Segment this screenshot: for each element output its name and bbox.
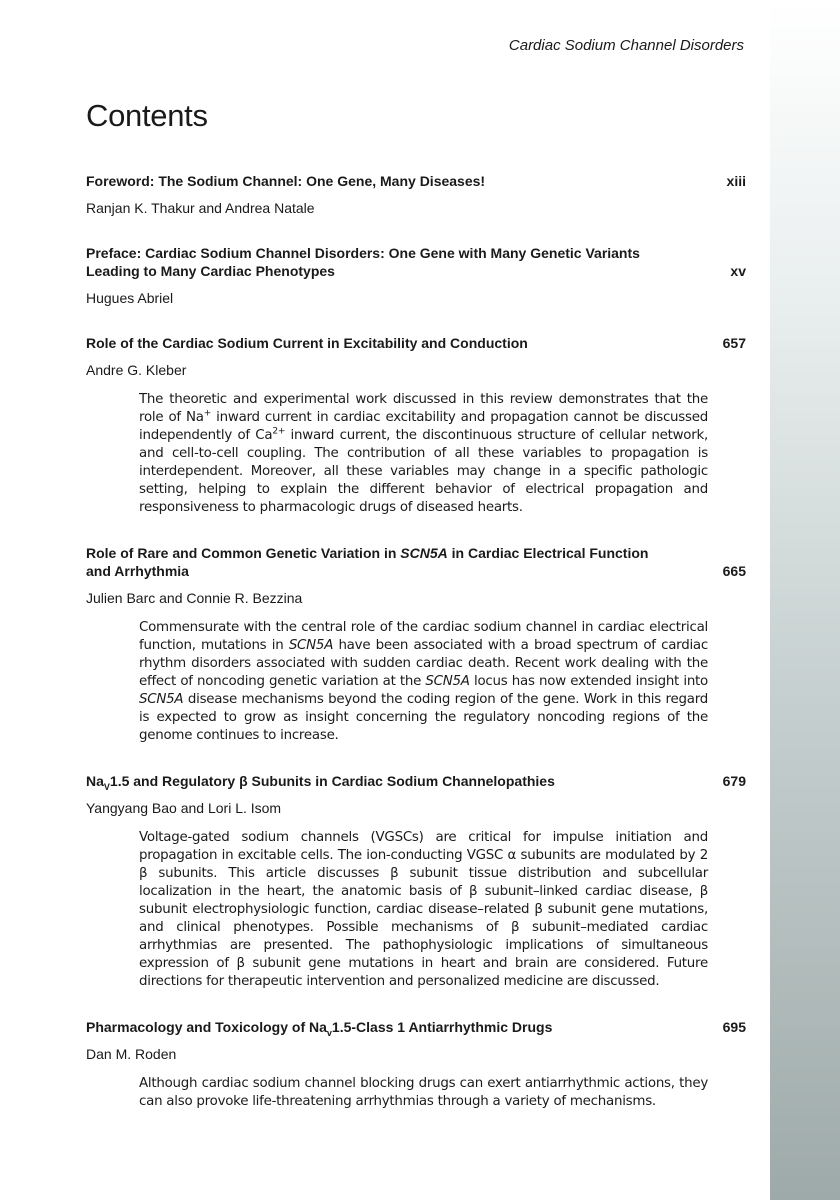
entry-title-line2: and Arrhythmia bbox=[86, 563, 189, 579]
entry-title-part: 1.5-Class 1 Antiarrhythmic Drugs bbox=[331, 1019, 553, 1035]
entry-title[interactable] bbox=[86, 1018, 746, 1036]
entry-title[interactable] bbox=[86, 244, 746, 280]
entry-abstract bbox=[139, 619, 708, 745]
entry-title[interactable]: Foreword: The Sodium Channel: One Gene, Many Diseases! bbox=[86, 173, 486, 189]
gene-name: SCN5A bbox=[425, 674, 470, 689]
entry-title[interactable]: Role of the Cardiac Sodium Current in Excitability and Conduction bbox=[86, 335, 528, 351]
entry-page-number[interactable]: 665 bbox=[722, 563, 746, 579]
toc-entry-pharmacology bbox=[86, 1018, 746, 1111]
entry-title-row[interactable] bbox=[86, 244, 746, 280]
side-gradient-strip bbox=[770, 0, 840, 1200]
abstract-text: The theoretic and experimental work discussed in this review demonstrates that the role of Na bbox=[139, 392, 708, 425]
abstract-text: disease mechanisms beyond the coding region of the gene. Work in this regard is expected to grow as insight concerning the regulatory noncoding regions of the genome continues to increase. bbox=[139, 692, 708, 743]
toc-entry-scn5a-variation bbox=[86, 544, 746, 745]
toc-entry-sodium-current bbox=[86, 334, 746, 517]
entry-title-line1: Preface: Cardiac Sodium Channel Disorders: One Gene with Many Genetic Variants bbox=[86, 245, 640, 261]
abstract-text: inward current in cardiac excitability and propagation cannot be discussed independently of Ca bbox=[139, 410, 708, 443]
entry-page-number[interactable]: xiii bbox=[726, 173, 746, 189]
subscript: v bbox=[326, 1027, 332, 1038]
entry-authors: Hugues Abriel bbox=[86, 290, 174, 306]
toc-entry-preface bbox=[86, 244, 746, 307]
superscript: + bbox=[203, 408, 212, 419]
entry-page-number[interactable]: xv bbox=[730, 263, 746, 279]
subscript: V bbox=[103, 781, 110, 792]
entry-title-part: in Cardiac Electrical Function bbox=[447, 545, 649, 561]
abstract-text: inward current, the discontinuous structure of cellular network, and cell-to-cell coupling. The contribution of all these variables to propagation is interdependent. Moreover, all these variables may change in a specific pathologic setting, helping to explain the different behavior of electrical propagation and responsiveness to pharmacologic drugs of diseased hearts. bbox=[139, 428, 708, 515]
entry-page-number[interactable]: 679 bbox=[722, 773, 746, 789]
entry-title-row[interactable] bbox=[86, 1018, 746, 1036]
entry-abstract bbox=[139, 391, 708, 517]
entry-abstract: Voltage-gated sodium channels (VGSCs) are critical for impulse initiation and propagation in excitable cells. The ion-conducting VGSC α subunits are modulated by 2 β subunits. This article discusses β subunit tissue distribution and subcellular localization in the heart, the anatomic basis of β subunit–linked cardiac disease, β subunit electrophysiologic function, cardiac disease–related β subunit gene mutations, and clinical phenotypes. Possible mechanisms of β subunit–mediated cardiac arrhythmias are presented. The pathophysiologic implications of simultaneous expression of β subunit gene mutations in heart and brain are considered. Future directions for therapeutic intervention and personalized medicine are discussed. bbox=[139, 830, 708, 989]
entry-title-part: Role of Rare and Common Genetic Variation in bbox=[86, 545, 401, 561]
entry-page-number[interactable]: 695 bbox=[722, 1019, 746, 1035]
entry-title-line2: Leading to Many Cardiac Phenotypes bbox=[86, 263, 335, 279]
abstract-text: have been associated with a broad spectrum of cardiac rhythm disorders associated with sudden cardiac death. Recent work dealing with the effect of noncoding genetic variation at the bbox=[139, 638, 708, 689]
abstract-text: Commensurate with the central role of the cardiac sodium channel in cardiac electrical function, mutations in bbox=[139, 620, 708, 653]
entry-title-part: Pharmacology and Toxicology of Na bbox=[86, 1019, 327, 1035]
entry-title-part: 1.5 and Regulatory β Subunits in Cardiac Sodium Channelopathies bbox=[109, 773, 555, 789]
entry-title-row[interactable] bbox=[86, 544, 746, 580]
entry-title-row[interactable] bbox=[86, 334, 746, 352]
gene-name: SCN5A bbox=[400, 545, 448, 561]
entry-page-number[interactable]: 657 bbox=[722, 335, 746, 351]
page-title: Contents bbox=[86, 98, 208, 133]
entry-authors: Julien Barc and Connie R. Bezzina bbox=[86, 590, 303, 606]
entry-authors: Dan M. Roden bbox=[86, 1046, 177, 1062]
entry-title-part: Na bbox=[86, 773, 104, 789]
table-of-contents bbox=[86, 172, 746, 1138]
toc-entry-beta-subunits bbox=[86, 772, 746, 991]
entry-title[interactable] bbox=[86, 544, 746, 580]
entry-authors: Ranjan K. Thakur and Andrea Natale bbox=[86, 200, 315, 216]
entry-authors: Yangyang Bao and Lori L. Isom bbox=[86, 800, 282, 816]
entry-abstract: Although cardiac sodium channel blocking drugs can exert antiarrhythmic actions, they can also provoke life-threatening arrhythmias through a variety of mechanisms. bbox=[139, 1076, 708, 1109]
entry-title-row[interactable] bbox=[86, 772, 746, 790]
gene-name: SCN5A bbox=[139, 692, 184, 707]
entry-authors: Andre G. Kleber bbox=[86, 362, 187, 378]
superscript: 2+ bbox=[272, 426, 286, 437]
entry-title-row[interactable] bbox=[86, 172, 746, 190]
entry-title[interactable] bbox=[86, 772, 746, 790]
gene-name: SCN5A bbox=[288, 638, 334, 653]
abstract-text: locus has now extended insight into bbox=[469, 674, 709, 689]
running-head: Cardiac Sodium Channel Disorders bbox=[508, 37, 744, 54]
toc-entry-foreword bbox=[86, 172, 746, 217]
